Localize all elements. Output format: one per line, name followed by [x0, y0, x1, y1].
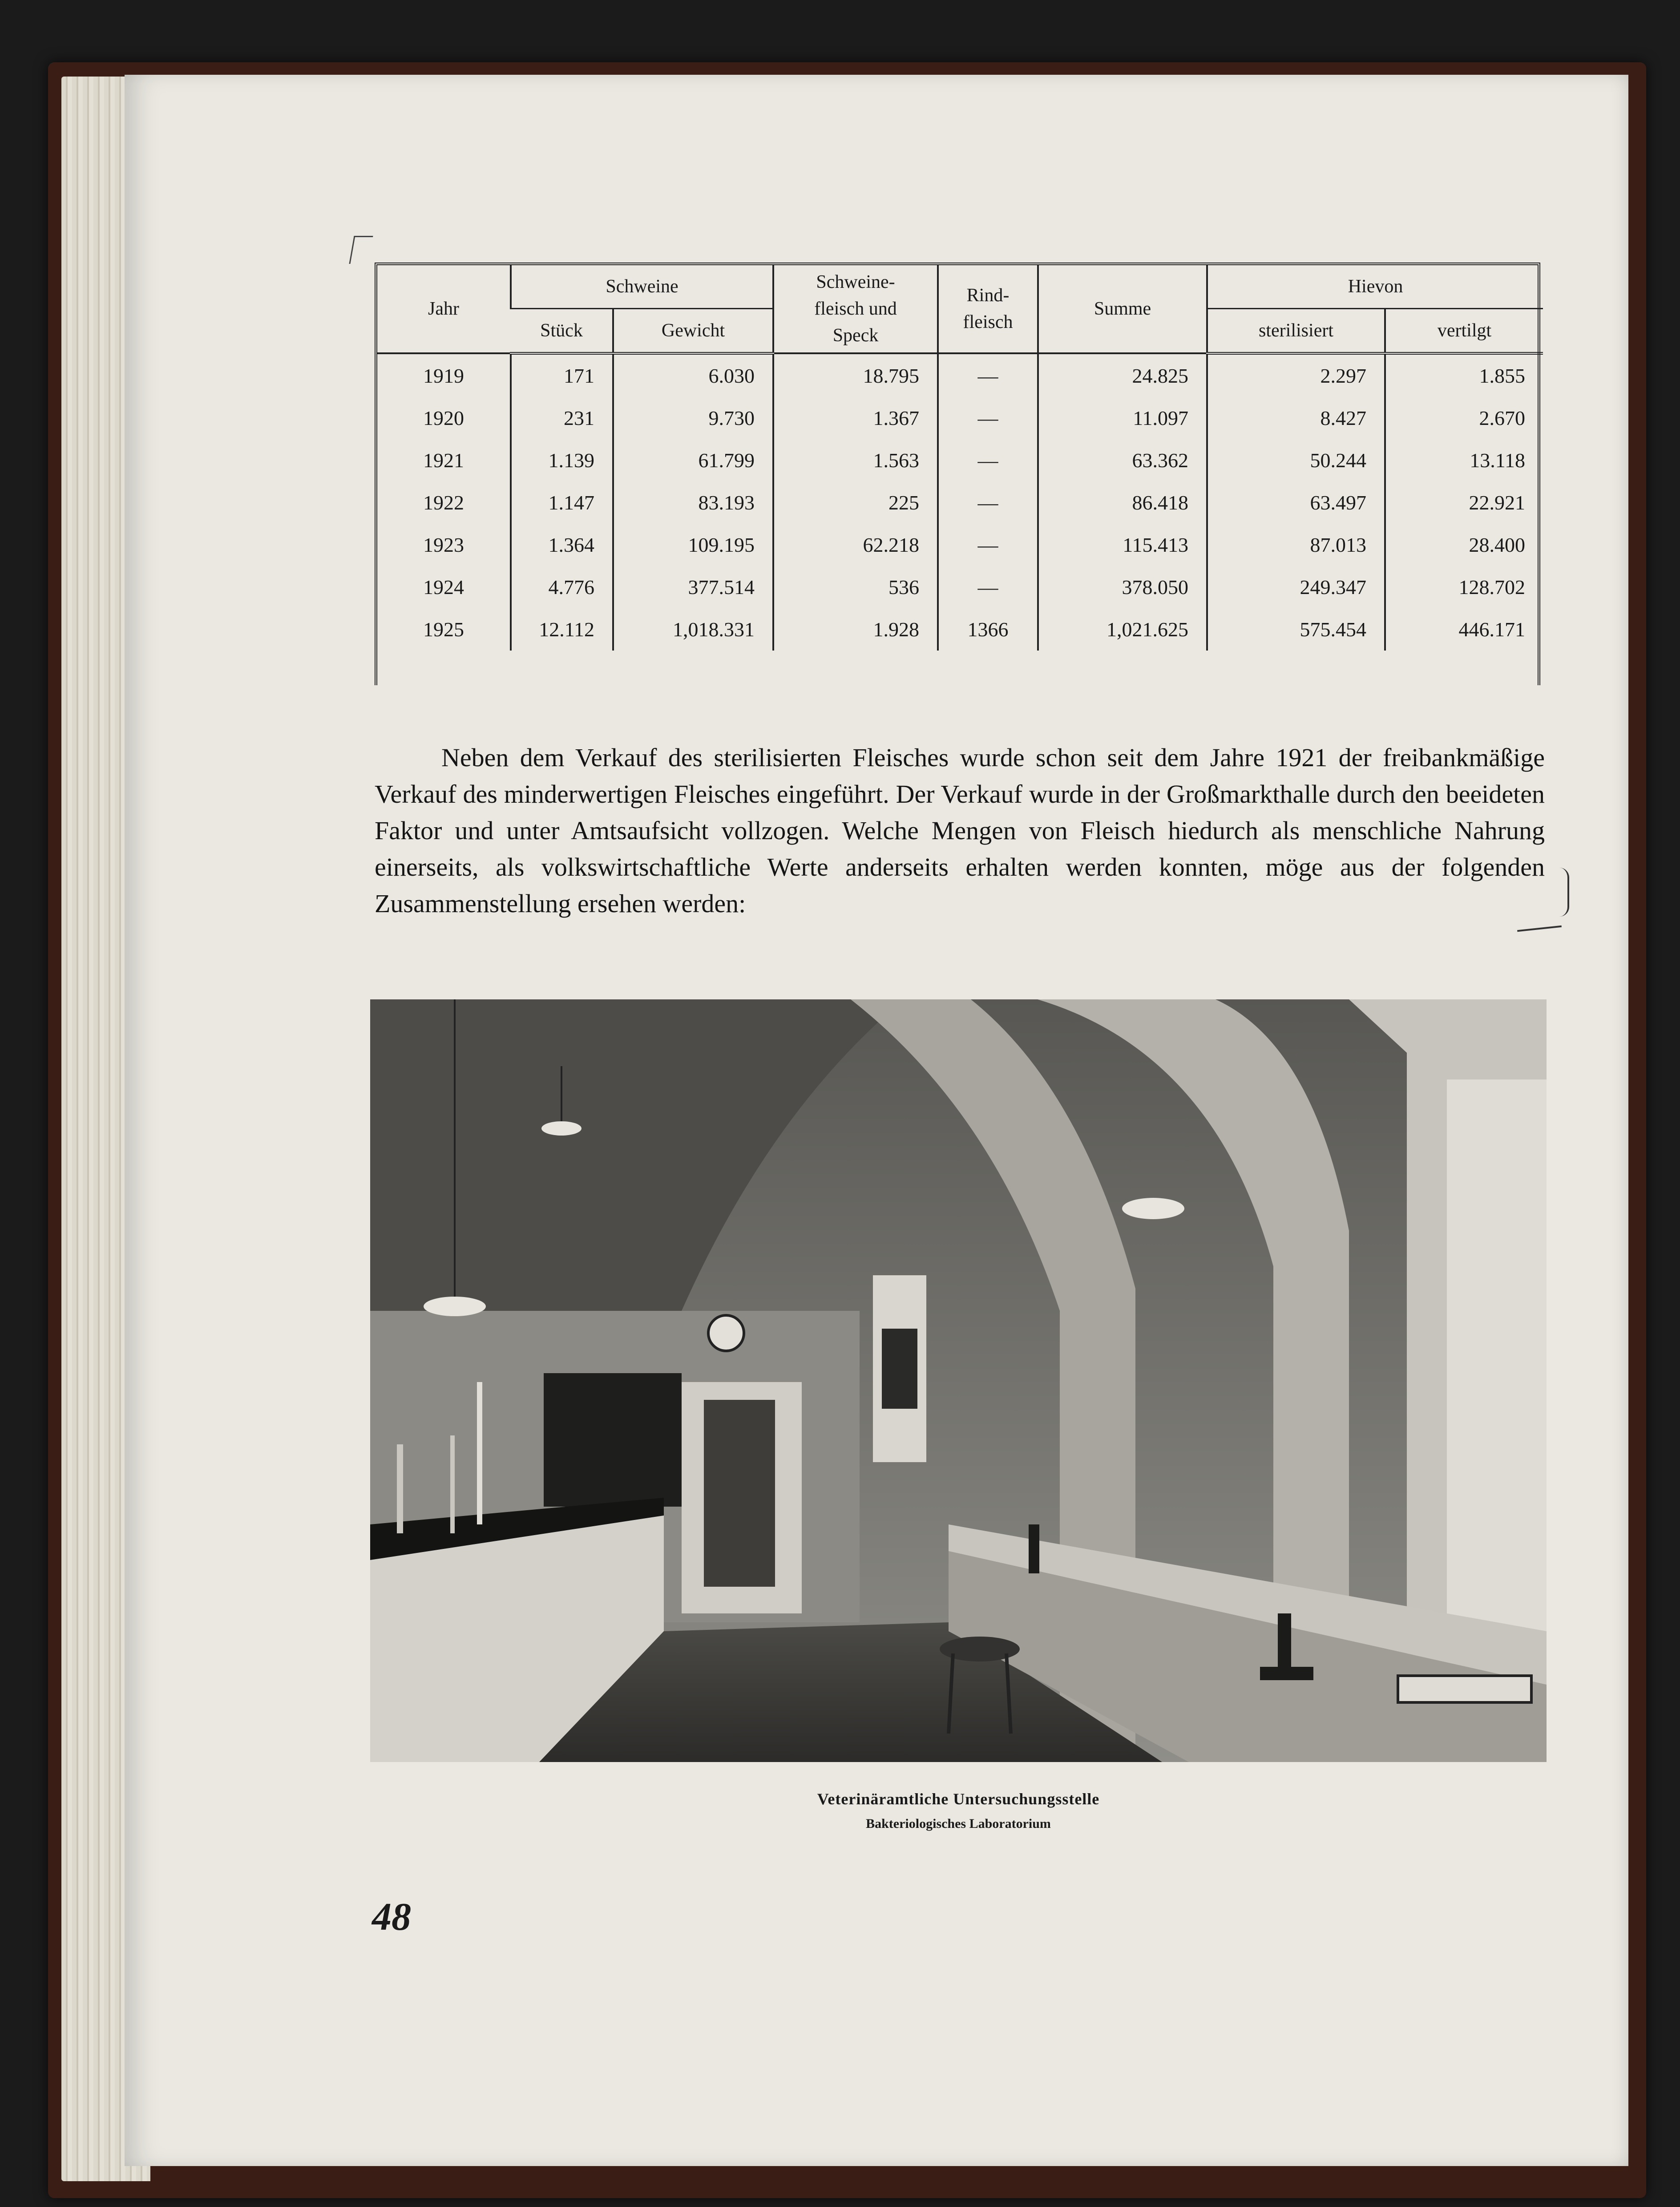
header-gewicht: Gewicht — [613, 308, 773, 353]
cell-summe: 63.362 — [1038, 439, 1207, 481]
cell-rindfleisch: — — [938, 481, 1038, 524]
header-jahr: Jahr — [377, 265, 511, 353]
header-summe: Summe — [1038, 265, 1207, 353]
table-row — [377, 353, 1543, 397]
cell-vertilgt: 28.400 — [1385, 524, 1543, 566]
cell-schweinefleisch: 62.218 — [773, 524, 938, 566]
header-schweinefleisch-line1: Schweine- — [816, 272, 895, 292]
cell-stueck: 1.364 — [511, 524, 613, 566]
cell-summe: 24.825 — [1038, 353, 1207, 397]
body-paragraph: Neben dem Verkauf des sterilisierten Fleisches wurde schon seit dem Jahre 1921 der freibankmäßige Verkauf des minderwertigen Fleisches eingeführt. Der Verkauf wurde in der Großmarkthalle durch den beeideten Faktor und unter Amtsaufsicht vollzogen. Welche Mengen von Fleisch hiedurch als menschliche Nahrung einerseits, als volkswirtschaftliche Werte anderseits erhalten werden konnten, möge aus der folgenden Zusammenstellung ersehen werden: — [375, 743, 1545, 918]
cell-vertilgt: 13.118 — [1385, 439, 1543, 481]
cell-sterilisiert: 249.347 — [1207, 566, 1385, 608]
cell-schweinefleisch: 1.367 — [773, 397, 938, 439]
cell-jahr: 1919 — [423, 364, 464, 387]
header-rind-line2: fleisch — [963, 312, 1013, 332]
table-row — [377, 439, 1543, 481]
table-row — [377, 524, 1543, 566]
cell-rindfleisch: — — [938, 524, 1038, 566]
cell-summe: 11.097 — [1038, 397, 1207, 439]
cell-jahr: 1922 — [423, 491, 464, 514]
cell-rindfleisch: 1366 — [938, 608, 1038, 651]
header-schweinefleisch-line3: Speck — [832, 325, 879, 346]
laboratory-illustration — [370, 999, 1547, 1762]
cell-stueck: 231 — [511, 397, 613, 439]
cell-gewicht: 109.195 — [613, 524, 773, 566]
cell-sterilisiert: 63.497 — [1207, 481, 1385, 524]
header-sterilisiert: sterilisiert — [1207, 308, 1385, 353]
header-rindfleisch — [938, 265, 1038, 353]
cell-jahr: 1923 — [423, 534, 464, 556]
cell-vertilgt: 1.855 — [1385, 353, 1543, 397]
cell-vertilgt: 22.921 — [1385, 481, 1543, 524]
cell-rindfleisch: — — [938, 566, 1038, 608]
cell-summe: 115.413 — [1038, 524, 1207, 566]
cell-schweinefleisch: 225 — [773, 481, 938, 524]
cell-gewicht: 61.799 — [613, 439, 773, 481]
laboratory-photograph — [370, 999, 1547, 1762]
cell-schweinefleisch: 1.563 — [773, 439, 938, 481]
meat-statistics-table-frame — [375, 263, 1540, 685]
cell-stueck: 1.139 — [511, 439, 613, 481]
cell-sterilisiert: 2.297 — [1207, 353, 1385, 397]
cell-summe: 378.050 — [1038, 566, 1207, 608]
cell-vertilgt: 2.670 — [1385, 397, 1543, 439]
cell-gewicht: 1,018.331 — [613, 608, 773, 651]
cell-jahr: 1921 — [423, 449, 464, 472]
cell-gewicht: 9.730 — [613, 397, 773, 439]
cell-vertilgt: 128.702 — [1385, 566, 1543, 608]
cell-stueck: 4.776 — [511, 566, 613, 608]
pencil-bracket-mark — [1559, 868, 1569, 917]
cell-gewicht: 83.193 — [613, 481, 773, 524]
cell-schweinefleisch: 18.795 — [773, 353, 938, 397]
header-schweine: Schweine — [511, 265, 773, 308]
cell-rindfleisch: — — [938, 353, 1038, 397]
cell-gewicht: 6.030 — [613, 353, 773, 397]
table-row — [377, 566, 1543, 608]
cell-jahr: 1920 — [423, 407, 464, 429]
cell-sterilisiert: 8.427 — [1207, 397, 1385, 439]
cell-rindfleisch: — — [938, 439, 1038, 481]
table-row — [377, 397, 1543, 439]
photo-caption-title: Veterinäramtliche Untersuchungsstelle — [817, 1790, 1100, 1808]
cell-schweinefleisch: 536 — [773, 566, 938, 608]
header-stueck: Stück — [511, 308, 613, 353]
cell-stueck: 12.112 — [511, 608, 613, 651]
cell-summe: 86.418 — [1038, 481, 1207, 524]
cell-summe: 1,021.625 — [1038, 608, 1207, 651]
header-rind-line1: Rind- — [966, 285, 1010, 306]
cell-sterilisiert: 87.013 — [1207, 524, 1385, 566]
cell-stueck: 171 — [511, 353, 613, 397]
cell-sterilisiert: 50.244 — [1207, 439, 1385, 481]
cell-gewicht: 377.514 — [613, 566, 773, 608]
header-hievon: Hievon — [1207, 265, 1543, 308]
page-number: 48 — [372, 1896, 411, 1939]
cell-jahr: 1924 — [423, 576, 464, 598]
cell-sterilisiert: 575.454 — [1207, 608, 1385, 651]
header-schweinefleisch — [773, 265, 938, 353]
cell-schweinefleisch: 1.928 — [773, 608, 938, 651]
table-row — [377, 481, 1543, 524]
cell-stueck: 1.147 — [511, 481, 613, 524]
cell-vertilgt: 446.171 — [1385, 608, 1543, 651]
header-schweinefleisch-line2: fleisch und — [814, 299, 897, 319]
cell-jahr: 1925 — [423, 618, 464, 641]
meat-statistics-table — [377, 265, 1543, 651]
photo-caption-subtitle: Bakteriologisches Laboratorium — [866, 1816, 1051, 1831]
cell-rindfleisch: — — [938, 397, 1038, 439]
header-vertilgt: vertilgt — [1385, 308, 1543, 353]
table-row — [377, 608, 1543, 651]
table-body — [377, 353, 1543, 651]
